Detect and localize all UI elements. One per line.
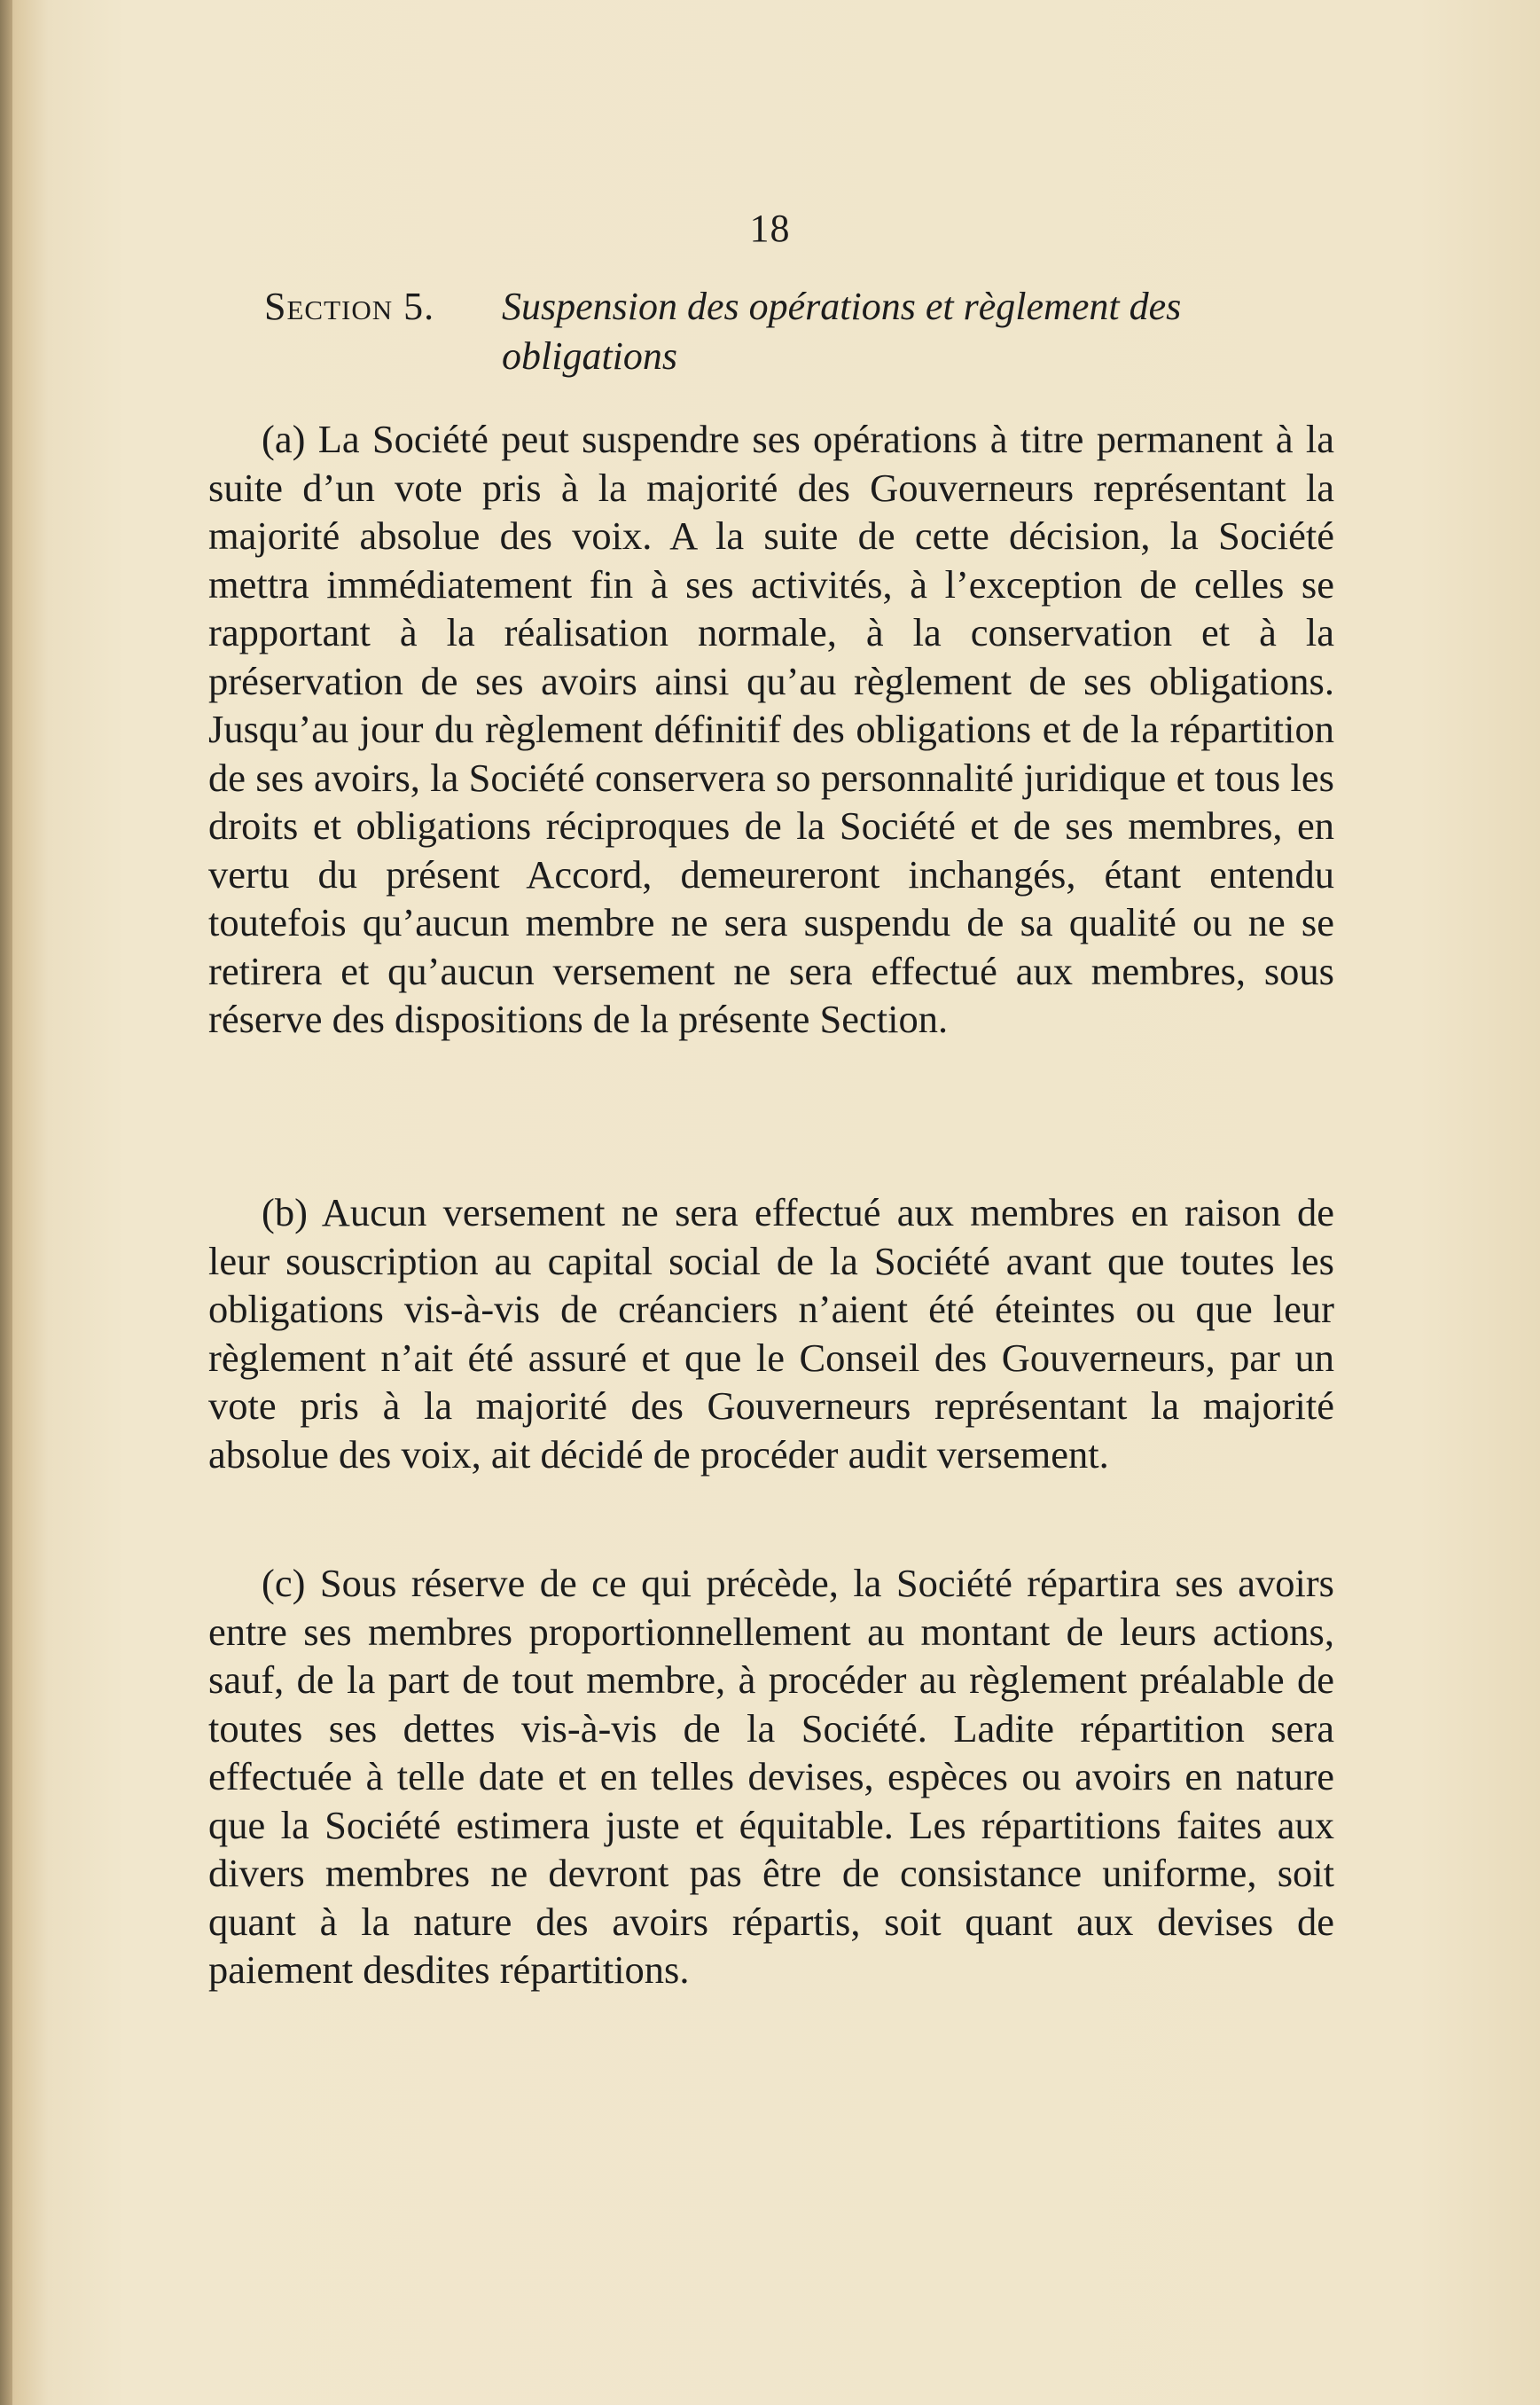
section-title: Suspension des opérations et règlement des obligations bbox=[502, 285, 1182, 378]
page-number: 18 bbox=[749, 207, 791, 250]
paragraph-a-text: (a) La Société peut suspendre ses opérations à titre permanent à la suite d’un vote pris à la majorité des Gouverneurs représentant la majorité absolue des voix. A la suite de cette décision, la Société mettra immédiatement fin à ses activités, à l’exception de celles se rapportant à la réalisation normale, à la conservation et à la préservation de ses avoirs ainsi qu’au règlement de ses obligations. Jusqu’au jour du règlement définitif des obligations et de la répartition de ses avoirs, la Société conservera so personnalité juridique et tous les droits et obligations réciproques de la Société et de ses membres, en vertu du présent Accord, demeureront inchangés, étant entendu toutefois qu’aucun membre ne sera suspendu de sa qualité ou ne se retirera et qu’aucun versement ne sera effectué aux membres, sous réserve des dispositions de la présente Section. bbox=[208, 417, 1334, 1041]
paragraph-a bbox=[208, 415, 1334, 1044]
paragraph-c bbox=[208, 1559, 1334, 1994]
paragraph-b bbox=[208, 1188, 1334, 1478]
section-label: Section 5. bbox=[264, 285, 435, 328]
paragraph-b-text: (b) Aucun versement ne sera effectué aux membres en raison de leur souscription au capital social de la Société avant que toutes les obligations vis-à-vis de créanciers n’aient été éteintes ou que leur règlement n’ait été assuré et que le Conseil des Gouverneurs, par un vote pris à la majorité des Gouverneurs représentant la majorité absolue des voix, ait décidé de procéder audit versement. bbox=[208, 1190, 1334, 1477]
paragraph-c-text: (c) Sous réserve de ce qui précède, la Société répartira ses avoirs entre ses membres proportionnellement au montant de leurs actions, sauf, de la part de tout membre, à procéder au règlement préalable de toutes ses dettes vis-à-vis de la Société. Ladite répartition sera effectuée à telle date et en telles devises, espèces ou avoirs en nature que la Société estimera juste et équitable. Les répartitions faites aux divers membres ne devront pas être de consistance uniforme, soit quant à la nature des avoirs répartis, soit quant aux devises de paiement desdites répartitions. bbox=[208, 1561, 1334, 1992]
book-spine-edge bbox=[0, 0, 12, 2405]
